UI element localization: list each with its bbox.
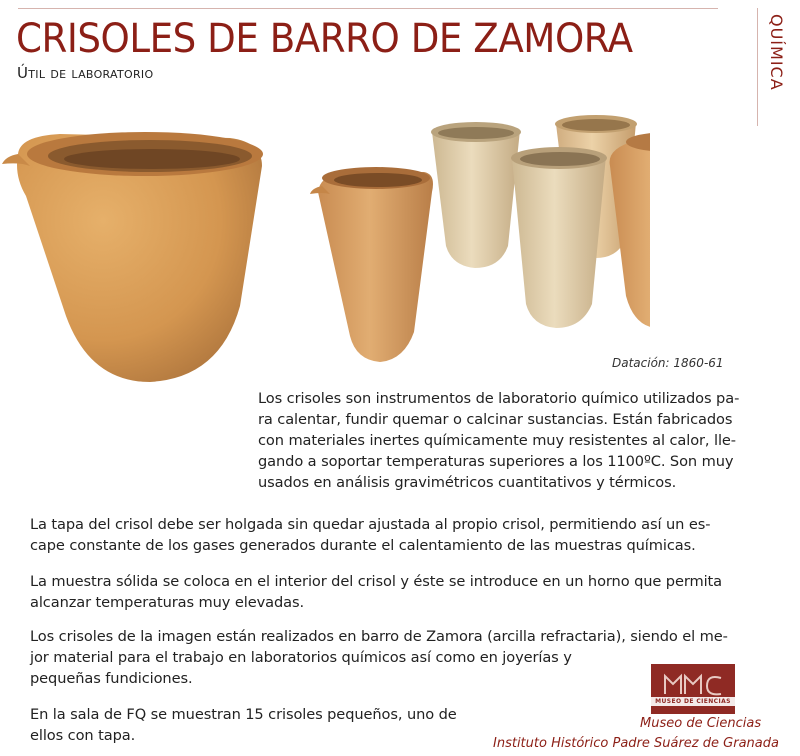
crucible-front-left [310, 167, 433, 362]
material-paragraph [30, 626, 728, 689]
logo-text: MUSEO DE CIENCIAS [651, 697, 735, 706]
sample-paragraph [30, 571, 722, 613]
text-line: alcanzar temperaturas muy elevadas. [30, 594, 304, 611]
page-subtitle: Útil de laboratorio [17, 64, 154, 82]
side-rule [757, 8, 758, 126]
crucibles-photo [0, 96, 650, 396]
text-line: usados en análisis gravimétricos cuantitativos y térmicos. [258, 474, 677, 491]
large-crucible [2, 132, 263, 382]
dating-value: 1860-61 [673, 356, 724, 370]
text-line: jor material para el trabajo en laboratorios químicos así como en joyerías y [30, 649, 572, 666]
lid-paragraph [30, 514, 710, 556]
text-line: pequeñas fundiciones. [30, 670, 193, 687]
text-line: cape constante de los gases generados durante el calentamiento de las muestras químicas. [30, 537, 696, 554]
text-line: En la sala de FQ se muestran 15 crisoles pequeños, uno de [30, 706, 457, 723]
dating-caption [612, 356, 724, 370]
exhibit-paragraph [30, 704, 457, 746]
category-label: QUÍMICA [767, 14, 786, 91]
institute-credit: Instituto Histórico Padre Suárez de Granada [493, 736, 779, 751]
page-title: CRISOLES DE BARRO DE ZAMORA [16, 16, 633, 62]
text-line: La muestra sólida se coloca en el interior del crisol y éste se introduce en un horno que permita [30, 573, 723, 590]
text-line: Los crisoles de la imagen están realizados en barro de Zamora (arcilla refractaria), siendo el me- [30, 628, 728, 645]
text-line: gando a soportar temperaturas superiores a los 1100ºC. Son muy [258, 453, 734, 470]
text-line: con materiales inertes químicamente muy resistentes al calor, lle- [258, 432, 736, 449]
top-rule [18, 8, 718, 9]
text-line: ra calentar, fundir quemar o calcinar sustancias. Están fabricados [258, 411, 733, 428]
crucible-back-left [431, 122, 521, 268]
text-line: Los crisoles son instrumentos de laboratorio químico utilizados pa- [258, 390, 740, 407]
text-line: La tapa del crisol debe ser holgada sin quedar ajustada al propio crisol, permitiendo así un es- [30, 516, 711, 533]
museum-logo [651, 664, 735, 714]
dating-label: Datación: [612, 356, 670, 370]
text-line: ellos con tapa. [30, 727, 136, 744]
museum-credit: Museo de Ciencias [640, 716, 762, 731]
crucible-front-pale [511, 147, 607, 328]
intro-paragraph [258, 388, 739, 493]
